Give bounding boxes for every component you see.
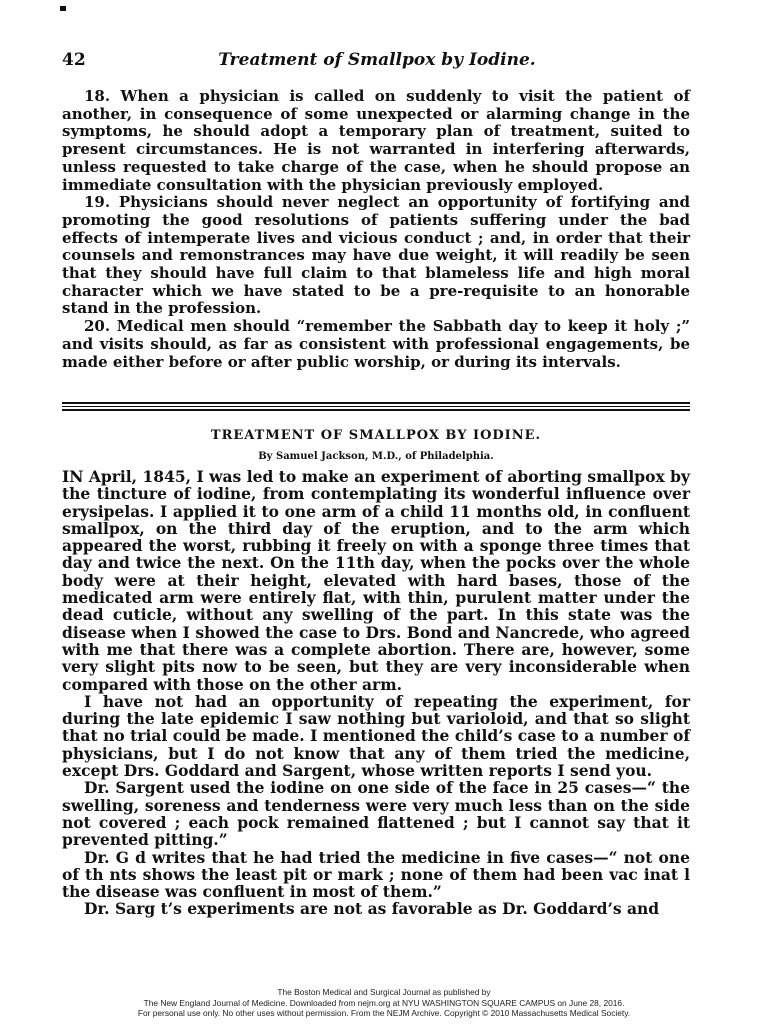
section-divider-middle [62, 406, 690, 407]
page-number: 42 [62, 50, 86, 70]
article-paragraph: IN April, 1845, I was led to make an experiment of aborting smallpox by the tincture of iodine, from contemplating its wonderful influence over erysipelas. I applied it to one arm of a child 11 months old, in confluent smallpox, on the third day of the eruption, and to the arm which appeared the worst, rubbing it freely on with a sponge three times that day and twice the next. On the 11th day, when the pocks over the whole body were at their height, elevated with hard bases, those of the medicated arm were entirely flat, with thin, purulent matter under the dead cuticle, without any swelling of the part. In this state was the disease when I showed the case to Drs. Bond and Nancrede, who agreed with me that there was a complete abortion. There are, however, some very slight pits now to be seen, but they are very inconsiderable when compared with those on the other arm. [62, 467, 690, 694]
page-header [62, 50, 692, 76]
previous-section-text [62, 88, 690, 371]
article-paragraph: I have not had an opportunity of repeating the experiment, for during the late epidemic I saw nothing but varioloid, and that so slight that no trial could be made. I mentioned the child’s case to a number of physicians, but I do not know that any of them tried the medicine, except Drs. Goddard and Sargent, whose written reports I send you. [62, 691, 690, 781]
article-body [62, 468, 690, 918]
footer-line: The New England Journal of Medicine. Downloaded from nejm.org at NYU WASHINGTON SQUARE CAMPUS on June 28, 2016. [143, 997, 625, 1008]
article-paragraph: Dr. Sarg t’s experiments are not as favorable as Dr. Goddard’s and [84, 899, 660, 919]
article-paragraph: Dr. Sargent used the iodine on one side of the face in 25 cases—“ the swelling, soreness and tenderness were very much less than on the side not covered ; each pock remained flattened ; but I cannot say that it prevented pitting.” [62, 778, 690, 850]
section-divider-bottom [62, 409, 690, 411]
paragraph-20: 20. Medical men should “remember the Sabbath day to keep it holy ;” and visits should, as far as consistent with professional engagements, be made either before or after public worship, or during its intervals. [62, 317, 690, 371]
paragraph-19: 19. Physicians should never neglect an opportunity of fortifying and promoting the good resolutions of patients suffering under the bad effects of intemperate lives and vicious conduct ; and, in order that their counsels and remonstrances may have due weight, it will readily be seen that they should have full claim to that blameless life and high moral character which we have stated to be a pre-requisite to an honorable stand in the profession. [62, 193, 690, 318]
copyright-footer [40, 987, 728, 1019]
footer-line: The Boston Medical and Surgical Journal as published by [277, 987, 491, 997]
article-title: TREATMENT OF SMALLPOX BY IODINE. [210, 428, 542, 443]
scan-mark [60, 6, 66, 11]
footer-line: For personal use only. No other uses without permission. From the NEJM Archive. Copyright © 2010 Massachusetts Medical Society. [137, 1008, 631, 1018]
running-title: Treatment of Smallpox by Iodine. [218, 50, 536, 70]
article-byline: By Samuel Jackson, M.D., of Philadelphia. [258, 451, 494, 462]
section-divider-top [62, 402, 690, 404]
article-paragraph: Dr. G d writes that he had tried the medicine in five cases—“ not one of th nts shows the least pit or mark ; none of them had been vac inat l the disease was confluent in most of them.” [62, 847, 690, 902]
paragraph-18: 18. When a physician is called on suddenly to visit the patient of another, in consequence of some unexpected or alarming change in the symptoms, he should adopt a temporary plan of treatment, suited to present circumstances. He is not warranted in interfering afterwards, unless requested to take charge of the case, when he should propose an immediate consultation with the physician previously employed. [62, 87, 690, 194]
